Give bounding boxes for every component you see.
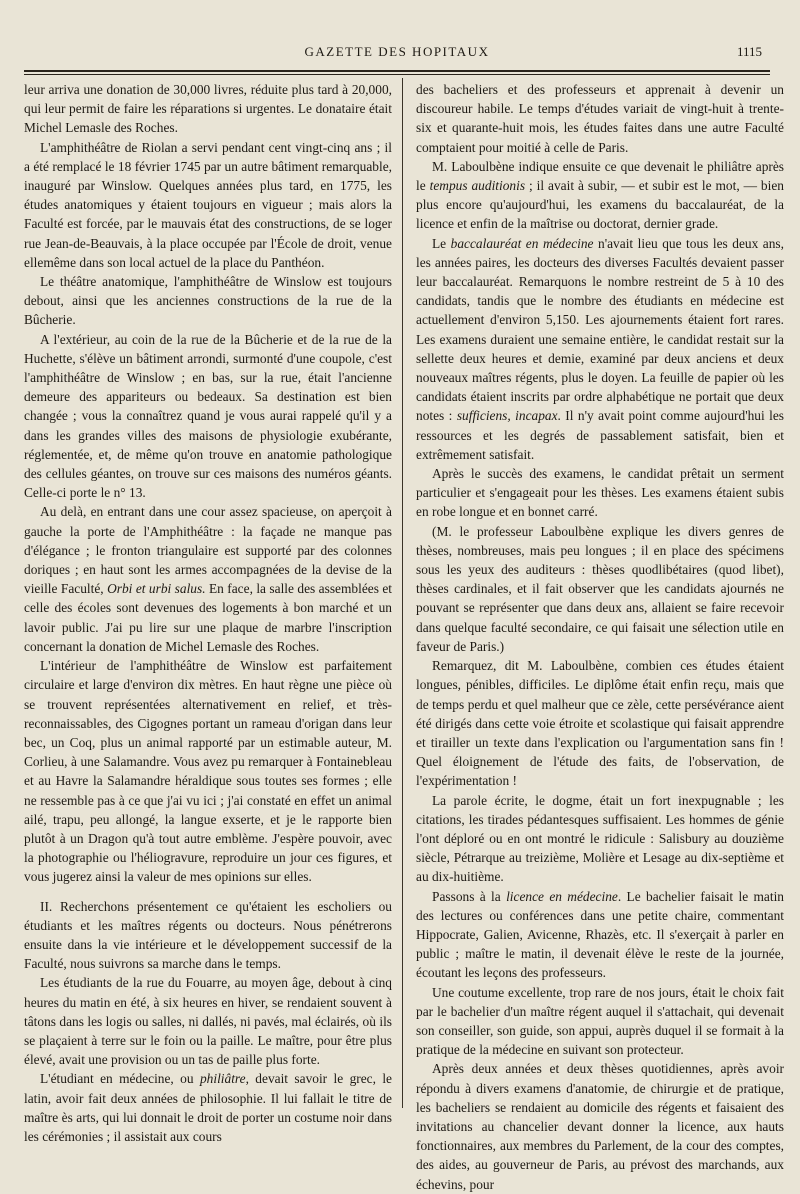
paragraph	[416, 157, 784, 234]
text-run: M. Laboulbène indique ensuite ce que devenait le philiâtre après le	[416, 158, 784, 194]
paragraph: A l'extérieur, au coin de la rue de la Bûcherie et de la rue de la Huchette, s'élève un bâtiment arrondi, surmonté d'une coupole, c'est l'amphithéâtre de Winslow ; en bas, sur la rue, était l'ancienne demeure des appariteurs ou bedeaux. Sa destination est bien changée ; vous la connaîtrez quand je vous aurai rappelé qu'il y a dans les grandes villes des maisons de physiologie exubérante, réglementée, et, de même qu'on trouve en anatomie pathologique des cellules géantes, on trouve sur ces maisons des numéros géants. Celle-ci porte le n° 13.	[24, 331, 392, 501]
right-column	[416, 80, 784, 1194]
paragraph: Remarquez, dit M. Laboulbène, combien ces études étaient longues, pénibles, difficiles. Le diplôme était enfin reçu, mais que de temps perdu et quel malheur que ce zèle, cette persévérance aient été dirigés dans cette voie étroite et scolastique qui faisait apprendre et tirailler un texte dans l'explication ou l'argumentation sans fin ! Quel éloignement de l'étude des faits, de l'observation, de l'expérimentation !	[416, 658, 784, 789]
paragraph: des bacheliers et des professeurs et apprenait à devenir un discoureur habile. Le temps d'études variait de vingt-huit à trente-six et quarante-huit mois, les études faites dans une autre Faculté comptaient pour moitié à celle de Paris.	[416, 82, 784, 155]
paragraph	[24, 1069, 392, 1146]
italic-term: tempus auditionis	[429, 178, 526, 194]
section-paragraph: II. Recherchons présentement ce qu'étaient les escholiers ou étudiants et les maîtres régents ou docteurs. Nous pénétrerons ensuite dans la vie intérieure et le développement successif de la Faculté, nous suivrons sa marche dans le temps.	[24, 898, 392, 972]
text-run: ; il avait à subir, — et subir est le mot, — bien plus encore qu'aujourd'hui, les examens du baccalauréat, de la licence et enfin de la maîtrise ou doctorat, dernier grade.	[416, 178, 784, 232]
paragraph: leur arriva une donation de 30,000 livres, réduite plus tard à 20,000, qui leur permit de faire les réparations si urgentes. Le donataire était Michel Lemasle des Roches.	[24, 82, 392, 136]
italic-term: sufficiens, incapax	[456, 408, 558, 424]
paragraph	[24, 502, 392, 656]
left-column	[24, 80, 392, 1146]
paragraph: Après le succès des examens, le candidat prêtait un serment particulier et s'engageait pour les thèses. Les examens étaient subis en robe longue et en bonnet carré.	[416, 466, 784, 520]
text-run: Le	[432, 235, 451, 251]
journal-title: GAZETTE DES HOPITAUX	[304, 44, 490, 59]
paragraph: Après deux années et deux thèses quotidiennes, après avoir répondu à divers examens d'anatomie, de chirurgie et de pratique, les bacheliers se rendaient au domicile des régents et faisaient des invitations au chancelier devant donner la licence, aux hauts fonctionnaires, aux membres du Parlement, de la cour des comptes, des aides, au gouverneur de Paris, au prévost des marchands, aux échevins, pour	[416, 1061, 784, 1192]
text-run: . Le bachelier faisait le matin des lectures ou conférences dans une petite chaire, commentant Hippocrate, Galien, Avicenne, Rhazès, etc. Il s'exerçait à parler en public ; maître le matin, il devenait élève le reste de la journée, écoutant les leçons des professeurs.	[416, 888, 784, 981]
paragraph: Le théâtre anatomique, l'amphithéâtre de Winslow est toujours debout, ainsi que les anciennes constructions de la rue de la Bûcherie.	[24, 274, 392, 328]
paragraph: Une coutume excellente, trop rare de nos jours, était le choix fait par le bachelier d'un maître régent auquel il s'attachait, qui devenait son conseiller, son guide, son appui, auprès duquel il se formait à la pratique de la médecine en suivant son protecteur.	[416, 984, 784, 1058]
italic-term: licence en médecine	[506, 888, 618, 904]
text-run: , devait savoir le grec, le latin, avoir fait deux années de philosophie. Il lui fallait le titre de maître ès arts, qui lui donnait le droit de porter un costume noir dans les cérémonies ; il assistait aux cours	[24, 1071, 393, 1144]
paragraph: L'amphithéâtre de Riolan a servi pendant cent vingt-cinq ans ; il a été remplacé le 18 février 1745 par un autre bâtiment remarquable, inauguré par Winslow. Quelques années plus tard, en 1775, les études anatomiques y étaient toujours en vigueur ; mais alors la Faculté est forcée, par le mauvais état des constructions, de se loger rue Jean-de-Beauvais, à la place occupée par l'École de droit, venue ellemême dans son local actuel de la place du Panthéon.	[24, 139, 392, 270]
header-rule-thin	[24, 74, 770, 75]
paragraph	[416, 234, 784, 464]
column-divider	[402, 78, 403, 1108]
text-run: n'avait lieu que tous les deux ans, les années paires, les docteurs des diverses Facultés devaient passer leur baccalauréat. Remarquons le nombre restreint de 5 à 10 des candidats, tandis que le nombre des étudiants en médecine est actuellement d'environ 5,150. Les ajournements étaient fort rares. Les examens duraient une semaine entière, le candidat restait sur la sellette deux heures et demie, examiné par deux anciens et deux nouveaux maîtres régents, plus le doyen. La feuille de papier où les candidats étaient inscrits par ordre alphabétique ne portait que deux notes :	[416, 235, 784, 424]
motto-text: Orbi et urbi salus.	[107, 581, 206, 597]
paragraph: Les étudiants de la rue du Fouarre, au moyen âge, debout à cinq heures du matin en été, à six heures en hiver, se rendaient souvent à tâtons dans les logis ou salles, ni dallés, ni pavés, mal éclairés, où ils se plaçaient à terre sur le foin ou la paille. Le maître, pour être plus élevé, avait une provision ou un tas de paille plus forte.	[24, 975, 392, 1068]
page-header	[24, 40, 770, 64]
paragraph: L'intérieur de l'amphithéâtre de Winslow est parfaitement circulaire et large d'environ dix mètres. En haut règne une pièce où se trouvent représentées alternativement en relief, et très-reconnaissables, des Cigognes portant un rameau d'origan dans leur bec, un Coq, plus un animal rapporté par un estimable auteur, M. Corlieu, à une Salamandre. Vous avez pu remarquer à Fontainebleau et au Havre la Salamandre héraldique sous toutes ses formes ; elle ne ressemble pas à ce que j'ai vu ici ; j'ai constaté en effet un animal ailé, trapu, peu allongé, la langue exserte, et je le rapporte bien plutôt à un Dragon qu'à tout autre emblème. J'espère pouvoir, avec la photographie ou l'héliogravure, reproduire un jour ces figures, et vous jugerez ainsi la valeur de mes opinions sur elles.	[24, 658, 392, 885]
paragraph: La parole écrite, le dogme, était un fort inexpugnable ; les citations, les tirades pédantesques suffisaient. Les hommes de génie l'ont déploré ou en ont montré le ridicule : Salisbury au douzième siècle, Pétrarque au treizième, Molière et Lesage au dix-septième et au dix-huitième.	[416, 792, 784, 885]
text-run: Au delà, en entrant dans une cour assez spacieuse, on aperçoit à gauche la porte de l'Amphithéâtre : la façade ne manque pas d'élégance ; le fronton triangulaire est supporté par des colonnes doriques ; en haut sont les armes accompagnées de la devise de la vieille Faculté,	[24, 504, 392, 597]
text-run: L'étudiant en médecine, ou	[40, 1071, 200, 1087]
paragraph: (M. le professeur Laboulbène explique les divers genres de thèses, nombreuses, mais peu longues ; il en place des spécimens sous les yeux des auditeurs : thèses quodlibétaires (quod libet), thèses cardinales, et il fait observer que les candidats ajournés ne pouvant se représenter que dans deux ans, allaient se faire recevoir dans quelque faculté secondaire, ce qui faisait une sélection utile en faveur de Paris.)	[416, 523, 784, 654]
text-run: En face, la salle des assemblées et celle des écoles sont devenues des logements à bon marché et un lavoir public. J'ai pu lire sur une plaque de marbre l'inscription concernant la donation de Michel Lemasle des Roches.	[24, 581, 393, 654]
header-rule-thick	[24, 70, 770, 72]
italic-term: philiâtre	[199, 1071, 246, 1087]
text-run: . Il n'y avait point comme aujourd'hui les ressources et les degrés de passablement satisfait, bien et extrêmement satisfait.	[416, 408, 785, 462]
text-run: Passons à la	[432, 888, 507, 904]
page-number: 1115	[736, 44, 762, 59]
italic-term: baccalauréat en médecine	[450, 235, 594, 251]
paragraph	[416, 887, 784, 983]
